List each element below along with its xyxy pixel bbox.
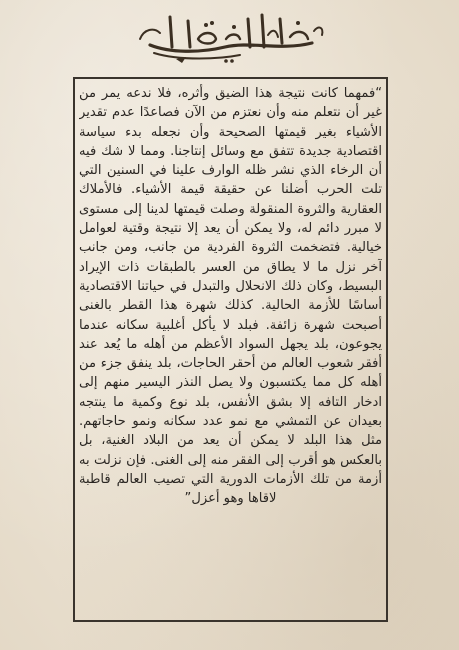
calligraphy-logo [0, 8, 459, 68]
article-body: “فمهما كانت نتيجة هذا الضيق وأثره، فلا ندعه يمر من غير أن نتعلم منه وأن نعتزم من الآن فصاعدًا عدم تقدير الأشياء بغير قيمتها الصحيحة وأن نجعله بدء سياسة اقتصادية جديدة تتفق مع وسائل إنتاجنا. ومما لا شك فيه أن الرخاء الذي نشر ظله الوارف علينا في السنين التي تلت الحرب أضلنا عن حقيقة قيمة الأشياء. فالأملاك العقارية والثروة المنقولة وصلت قيمتها لدينا إلى مستوى لا مبرر دائم له، ولا يمكن أن يعد إلا نتيجة وقتية لعوامل خيالية. فتضخمت الثروة الفردية من جانب، ومن جانب آخر نزل ما لا يطاق من العسر بالطبقات ذات الإيراد البسيط، وكان ذلك الانحلال والتبدل في حياتنا الاقتصادية أساسًا للأزمة الحالية. كذلك شهرة هذا القطر بالغنى أصبحت شهرة زائفة. فبلد لا يأكل أغلبية سكانه عندما يجوعون، بلد يجهل السواد الأعظم من أهله ما يُعد عند أفقر شعوب العالم من أحقر الحاجات، بلد ينفق جزء من أهله كل مما يكتسبون ولا يصل النذر اليسير منهم إلى ادخار التافه إلا بشق الأنفس، بلد نوع وكمية ما ينتجه بعيدان عن التمشي مع نمو عدد سكانه ونمو حاجاتهم. مثل هذا البلد لا يمكن أن يعد من البلاد الغنية، بل بالعكس هو أقرب إلى الفقر منه إلى الغنى. فإن نزلت به أزمة من تلك الأزمات الدورية التي تصيب العالم قاطبة لاقاها وهو أعزل” [79, 86, 382, 507]
logo-calligraphy-icon [130, 9, 330, 67]
